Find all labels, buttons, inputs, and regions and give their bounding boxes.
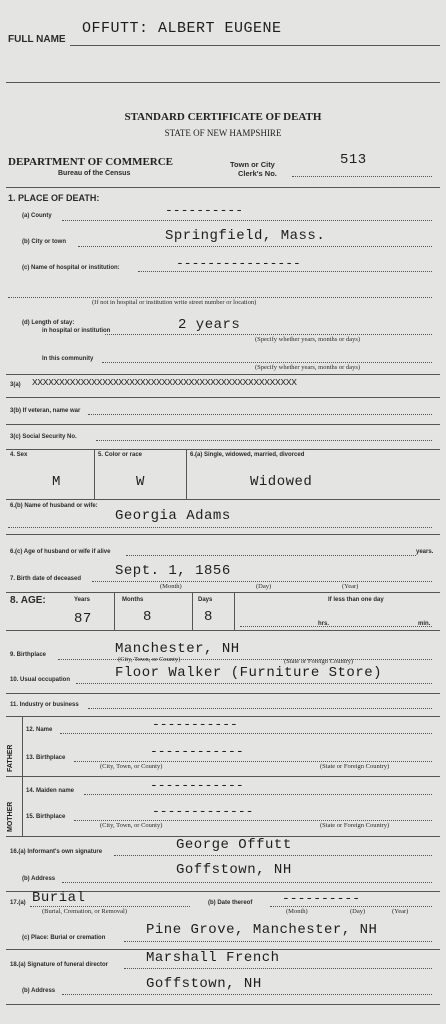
town-clerk-label-1: Town or City <box>230 160 275 169</box>
hours-label: hrs. <box>318 621 330 627</box>
age-months-label: Months <box>122 597 144 603</box>
stay-label-2: in hospital or institution <box>42 328 111 334</box>
director-addr-value: Goffstown, NH <box>146 976 262 992</box>
father-side-label: FATHER <box>7 744 14 772</box>
state-title: STATE OF NEW HAMPSHIRE <box>164 128 282 138</box>
age-months-value: 8 <box>143 609 152 625</box>
burial-date-label: (b) Date thereof <box>208 900 253 906</box>
industry-label: 11. Industry or business <box>10 702 79 708</box>
full-name-label: FULL NAME <box>8 34 66 45</box>
father-name-label: 12. Name <box>26 727 53 733</box>
spouse-label: 6.(b) Name of husband or wife: <box>10 503 98 509</box>
section-3a-label: 3(a) <box>10 382 21 388</box>
spouse-value: Georgia Adams <box>115 508 231 524</box>
sex-value: M <box>52 474 61 490</box>
mother-birthplace-label: 15. Birthplace <box>26 814 66 820</box>
hospital-label: (c) Name of hospital or institution: <box>22 265 120 271</box>
burial-day-label: (Day) <box>350 908 366 915</box>
age-days-value: 8 <box>204 609 213 625</box>
burial-date-value: ---------- <box>282 891 361 906</box>
color-label: 5. Color or race <box>98 452 143 458</box>
department: DEPARTMENT OF COMMERCE <box>8 156 174 168</box>
bureau: Bureau of the Census <box>58 170 131 177</box>
mother-state-note: (State or Foreign Country) <box>320 822 390 829</box>
mother-name-label: 14. Maiden name <box>26 788 75 794</box>
age-heading: 8. AGE: <box>10 595 46 606</box>
specify-note-2: (Specify whether years, months or days) <box>255 364 361 371</box>
spouse-age-label: 6.(c) Age of husband or wife if alive <box>10 549 111 555</box>
birthplace-state-note: (State or Foreign Country) <box>284 658 354 665</box>
director-label: 18.(a) Signature of funeral director <box>10 962 109 968</box>
clerk-number: 513 <box>340 152 367 168</box>
sex-label: 4. Sex <box>10 452 28 458</box>
age-days-label: Days <box>198 597 213 603</box>
stay-value: 2 years <box>178 317 241 333</box>
mother-name-value: ------------ <box>150 778 244 793</box>
birthplace-city-note: (City, Town, or County) <box>118 656 181 663</box>
occupation-value: Floor Walker (Furniture Store) <box>115 665 383 681</box>
director-addr-label: (b) Address <box>22 988 56 994</box>
burial-month-label: (Month) <box>286 908 308 915</box>
hospital-value: ---------------- <box>176 256 301 271</box>
burial-place-label: (c) Place: Burial or cremation <box>22 935 106 941</box>
mother-side-label: MOTHER <box>7 801 14 832</box>
age-years-value: 87 <box>74 611 92 627</box>
burial-method-value: Burial <box>32 890 86 906</box>
father-birthplace-label: 13. Birthplace <box>26 755 66 761</box>
burial-method-note: (Burial, Cremation, or Removal) <box>42 908 128 915</box>
father-city-note: (City, Town, or County) <box>100 763 163 770</box>
street-note: (If not in hospital or institution write street number or location) <box>92 299 257 306</box>
burial-num-label: 17.(a) <box>10 900 26 906</box>
certificate-title: STANDARD CERTIFICATE OF DEATH <box>124 111 322 123</box>
birthplace-value: Manchester, NH <box>115 641 240 657</box>
specify-note-1: (Specify whether years, months or days) <box>255 336 361 343</box>
town-clerk-label-2: Clerk's No. <box>238 169 277 178</box>
father-birthplace-value: ------------ <box>150 744 244 759</box>
father-state-note: (State or Foreign Country) <box>320 763 390 770</box>
county-value: ---------- <box>165 203 244 218</box>
mother-city-note: (City, Town, or County) <box>100 822 163 829</box>
age-years-label: Years <box>74 597 91 603</box>
birth-month-label: (Month) <box>160 583 182 590</box>
marital-label: 6.(a) Single, widowed, married, divorced <box>190 452 305 458</box>
mother-birthplace-value: ------------- <box>152 804 254 819</box>
burial-place-value: Pine Grove, Manchester, NH <box>146 922 378 938</box>
birthplace-label: 9. Birthplace <box>10 652 47 658</box>
father-name-value: ----------- <box>152 717 238 732</box>
stay-label-1: (d) Length of stay: <box>22 320 75 326</box>
county-label: (a) County <box>22 213 52 219</box>
informant-addr-value: Goffstown, NH <box>176 862 292 878</box>
city-label: (b) City or town <box>22 239 66 245</box>
director-value: Marshall French <box>146 950 280 966</box>
birth-day-label: (Day) <box>256 583 272 590</box>
birth-year-label: (Year) <box>342 583 359 590</box>
informant-addr-label: (b) Address <box>22 876 56 882</box>
less-than-day-label: If less than one day <box>328 597 384 603</box>
place-of-death-heading: 1. PLACE OF DEATH: <box>8 193 100 203</box>
birth-date-value: Sept. 1, 1856 <box>115 563 231 579</box>
city-value: Springfield, Mass. <box>165 228 326 244</box>
spouse-age-unit: years. <box>416 549 434 555</box>
occupation-label: 10. Usual occupation <box>10 677 71 683</box>
informant-sig-value: George Offutt <box>176 837 292 853</box>
section-3a-value: XXXXXXXXXXXXXXXXXXXXXXXXXXXXXXXXXXXXXXXXXXXXXXXXX <box>32 377 297 388</box>
minutes-label: min. <box>418 621 431 627</box>
community-label: In this community <box>42 356 94 362</box>
informant-sig-label: 16.(a) Informant's own signature <box>10 849 103 855</box>
full-name-value: OFFUTT: ALBERT EUGENE <box>82 20 282 37</box>
marital-value: Widowed <box>250 474 313 490</box>
ssn-label: 3(c) Social Security No. <box>10 434 77 440</box>
color-value: W <box>136 474 145 490</box>
veteran-label: 3(b) If veteran, name war <box>10 408 81 414</box>
burial-year-label: (Year) <box>392 908 409 915</box>
birth-date-label: 7. Birth date of deceased <box>10 576 82 582</box>
